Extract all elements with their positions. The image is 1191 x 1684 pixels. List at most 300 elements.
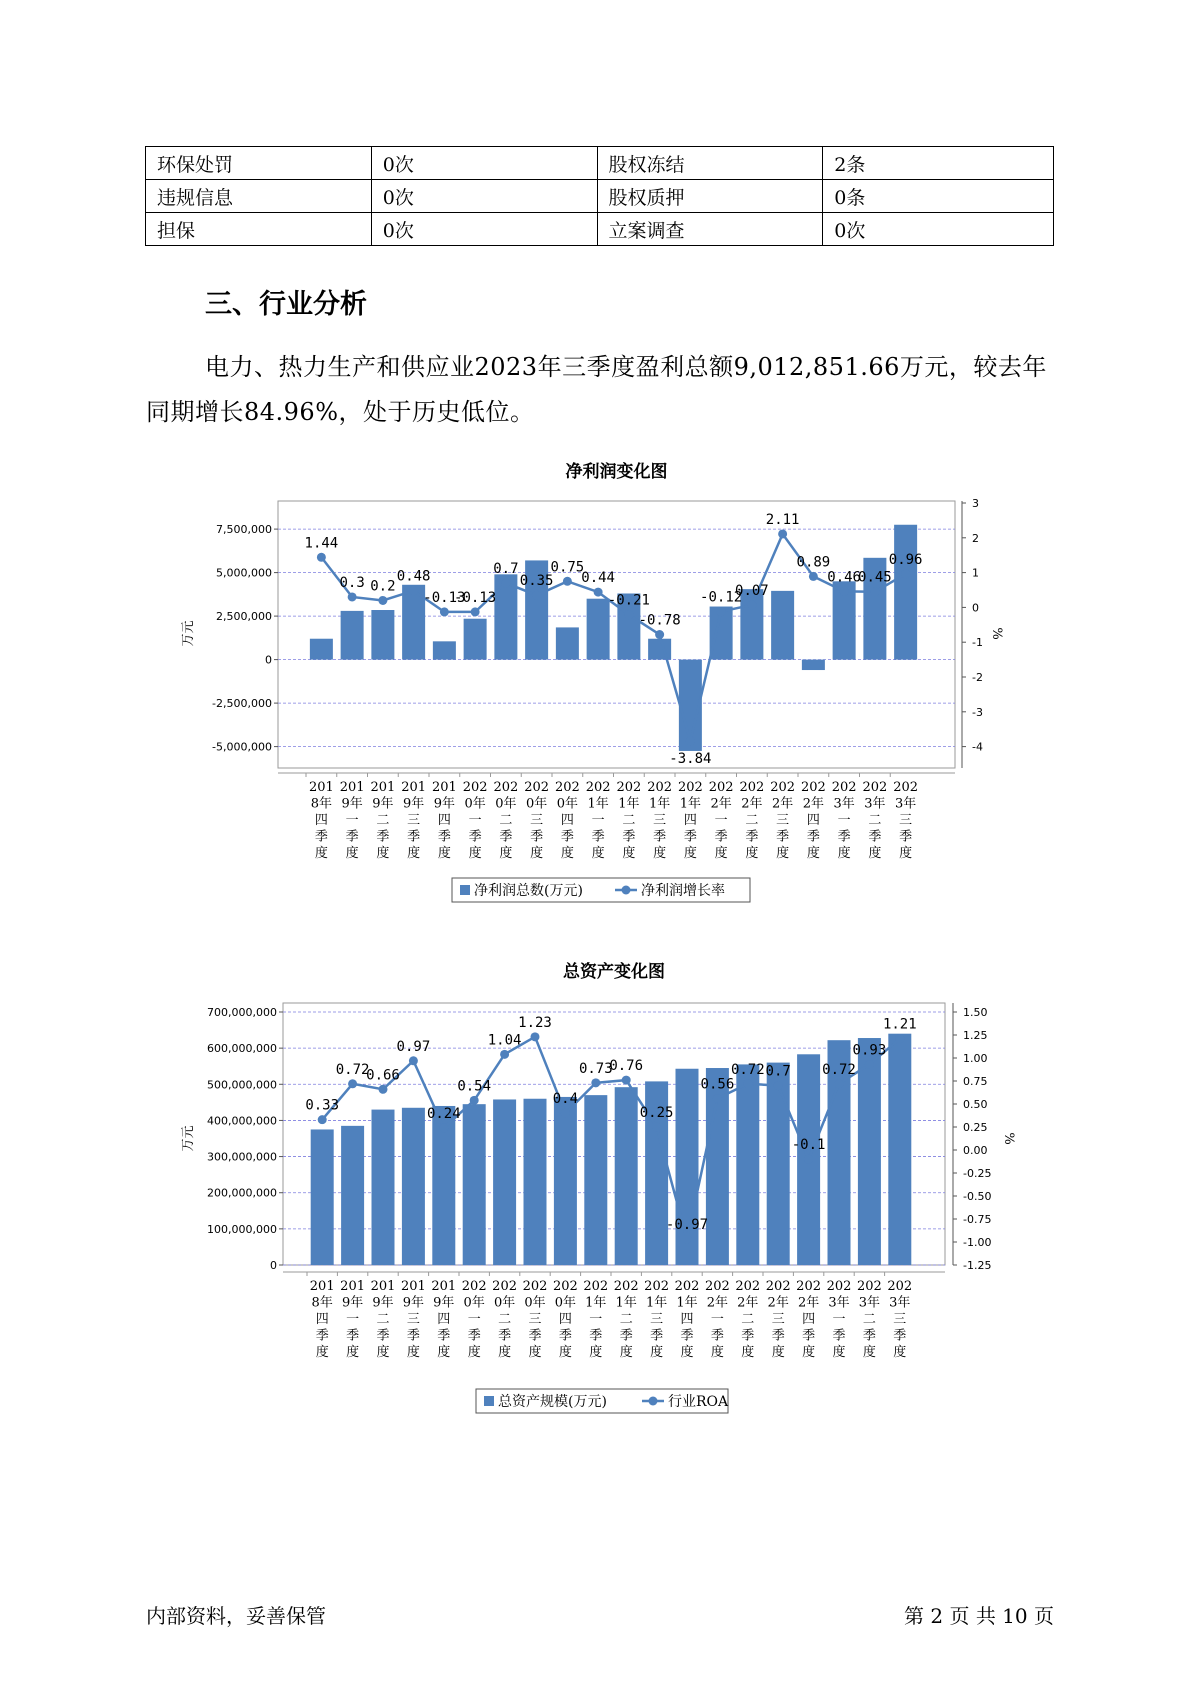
x-tick-label: 一 [346, 1312, 360, 1327]
x-tick-label: 三 [771, 1312, 785, 1327]
x-tick-label: 202 [462, 780, 488, 795]
y-tick-label: 2,500,000 [216, 610, 272, 624]
x-tick-label: 201 [340, 1279, 366, 1294]
x-tick-label: 202 [800, 780, 826, 795]
x-tick-label: 202 [493, 780, 519, 795]
x-tick-label: 1年 [645, 1295, 668, 1311]
risk-table-row [146, 147, 1054, 180]
x-tick-label: 度 [560, 846, 574, 861]
series-point [379, 1085, 388, 1094]
x-tick-label: 9年 [341, 796, 363, 812]
x-tick-label: 三 [650, 1312, 664, 1327]
x-tick-label: 季 [376, 1328, 390, 1344]
x-tick-label: 度 [619, 1345, 633, 1360]
x-tick-label: 季 [771, 1328, 785, 1344]
x-tick-label: 度 [314, 846, 328, 861]
x-tick-label: 201 [370, 780, 396, 795]
x-tick-label: 度 [837, 846, 851, 861]
data-label: -0.1 [791, 1137, 826, 1154]
series-point [409, 1056, 418, 1065]
x-tick-label: 三 [653, 813, 667, 828]
x-tick-label: 四 [437, 1312, 451, 1327]
x-tick-label: 202 [524, 780, 550, 795]
series-point [624, 610, 633, 619]
y2-tick-label: -0.75 [963, 1213, 992, 1226]
x-tick-label: 季 [837, 829, 851, 845]
risk-table-value: 0次 [371, 147, 597, 180]
x-tick-label: 202 [461, 1279, 487, 1294]
x-tick-label: 202 [708, 780, 734, 795]
x-tick-label: 度 [499, 846, 513, 861]
legend-label: 行业ROA [668, 1394, 729, 1410]
bar [463, 1104, 486, 1265]
y2-tick-label: -3 [972, 705, 983, 719]
y-tick-label: 200,000,000 [207, 1186, 277, 1200]
x-tick-label: 202 [552, 1279, 578, 1294]
y2-tick-label: 0.75 [963, 1075, 988, 1088]
x-tick-label: 202 [887, 1279, 913, 1294]
legend-line-marker [622, 886, 631, 895]
data-label: 1.21 [882, 1016, 917, 1033]
x-tick-label: 度 [714, 846, 728, 861]
x-tick-label: 季 [776, 829, 790, 845]
x-tick-label: 度 [622, 846, 636, 861]
x-tick-label: 202 [826, 1279, 852, 1294]
x-tick-label: 一 [589, 1312, 603, 1327]
x-tick-label: 度 [345, 846, 359, 861]
y2-tick-label: -0.25 [963, 1167, 992, 1180]
x-tick-label: 季 [498, 1328, 512, 1344]
x-tick-label: 202 [704, 1279, 730, 1294]
x-tick-label: 季 [619, 1328, 633, 1344]
x-tick-label: 四 [558, 1312, 572, 1327]
x-tick-label: 度 [468, 846, 482, 861]
x-tick-label: 201 [401, 780, 427, 795]
x-tick-label: 四 [806, 813, 820, 828]
data-label: 0.66 [366, 1067, 400, 1084]
x-tick-label: 季 [802, 1328, 816, 1344]
x-tick-label: 2年 [802, 796, 825, 812]
x-tick-label: 季 [346, 1328, 360, 1344]
x-tick-label: 202 [644, 1279, 670, 1294]
series-point [440, 607, 449, 616]
bar [767, 1063, 790, 1265]
y-axis-label: 万元 [181, 620, 196, 647]
x-tick-label: 2年 [710, 796, 732, 812]
x-tick-label: 3年 [864, 796, 886, 812]
series-point [348, 592, 357, 601]
x-tick-label: 1年 [618, 796, 640, 812]
y2-tick-label: -1 [972, 636, 983, 650]
series-point [804, 1155, 813, 1164]
x-tick-label: 0年 [493, 1295, 516, 1311]
series-point [378, 596, 387, 605]
data-label: 0.97 [396, 1038, 431, 1055]
y2-tick-label: 1 [972, 566, 979, 580]
x-tick-label: 三 [776, 813, 790, 828]
x-tick-label: 201 [431, 1279, 457, 1294]
x-tick-label: 度 [710, 1345, 724, 1360]
chart-legend [476, 1389, 729, 1413]
x-tick-label: 度 [498, 1345, 512, 1360]
legend-label: 总资产规模(万元) [498, 1394, 607, 1410]
x-tick-label: 202 [585, 780, 611, 795]
bar [402, 1108, 425, 1265]
series-point [901, 569, 910, 578]
data-label: 0.2 [370, 578, 396, 595]
x-tick-label: 0年 [554, 1295, 577, 1311]
x-tick-label: 一 [468, 813, 482, 828]
data-label: 0.4 [552, 1091, 579, 1108]
x-tick-label: 201 [370, 1279, 396, 1294]
series-point [686, 737, 695, 746]
x-tick-label: 9年 [402, 796, 425, 812]
x-tick-label: 度 [893, 1345, 907, 1360]
series-point [348, 1079, 357, 1088]
x-tick-label: 季 [499, 829, 513, 845]
data-label: 0.7 [493, 561, 519, 578]
x-tick-label: 1年 [648, 796, 671, 812]
x-tick-label: 度 [802, 1345, 816, 1360]
series-point [835, 1079, 844, 1088]
x-tick-label: 季 [437, 829, 451, 845]
x-tick-label: 季 [530, 829, 544, 845]
risk-table-label: 股权质押 [597, 180, 823, 213]
x-tick-label: 2年 [797, 1295, 820, 1311]
x-tick-label: 度 [653, 846, 667, 861]
x-tick-label: 四 [680, 1312, 694, 1327]
x-tick-label: 202 [796, 1279, 822, 1294]
x-tick-label: 0年 [525, 796, 548, 812]
x-tick-label: 季 [862, 1328, 876, 1344]
y2-tick-label: -0.50 [963, 1190, 992, 1203]
x-tick-label: 二 [868, 813, 882, 828]
x-tick-label: 四 [437, 813, 451, 828]
x-tick-label: 201 [309, 1279, 335, 1294]
y2-tick-label: -4 [972, 740, 983, 754]
x-tick-label: 一 [837, 813, 851, 828]
x-tick-label: 201 [308, 780, 334, 795]
x-tick-label: 度 [650, 1345, 664, 1360]
y-tick-label: -2,500,000 [212, 697, 272, 711]
x-tick-label: 度 [832, 1345, 846, 1360]
x-tick-label: 3年 [858, 1295, 881, 1311]
x-tick-label: 季 [683, 829, 697, 845]
x-tick-label: 度 [776, 846, 790, 861]
x-tick-label: 三 [406, 1312, 420, 1327]
x-tick-label: 9年 [433, 1295, 455, 1311]
y2-tick-label: 3 [972, 497, 979, 510]
bar [493, 1099, 516, 1265]
y2-tick-label: 0.50 [963, 1098, 988, 1111]
data-label: 0.3 [339, 574, 365, 591]
bar [858, 1038, 881, 1265]
x-tick-label: 季 [591, 829, 605, 845]
bar [311, 1129, 334, 1265]
risk-table-value: 2条 [823, 147, 1054, 180]
legend-line-marker [649, 1397, 658, 1406]
series-point [500, 1050, 509, 1059]
series-point [532, 591, 541, 600]
data-label: 0.07 [735, 582, 769, 599]
data-label: 1.04 [487, 1032, 522, 1049]
series-point [594, 588, 603, 597]
chart-title: 净利润变化图 [565, 462, 668, 482]
x-tick-label: 季 [806, 829, 820, 845]
x-tick-label: 2年 [767, 1295, 789, 1311]
series-point [743, 1079, 752, 1088]
x-tick-label: 202 [647, 780, 673, 795]
y-axis-label: 万元 [181, 1125, 196, 1152]
footer-page-number: 第 2 页 共 10 页 [904, 1604, 1054, 1628]
x-tick-label: 0年 [556, 796, 579, 812]
x-tick-label: 度 [437, 846, 451, 861]
x-tick-label: 202 [862, 780, 888, 795]
bar [771, 591, 794, 660]
x-tick-label: 度 [741, 1345, 755, 1360]
x-tick-label: 三 [407, 813, 421, 828]
series-point [531, 1032, 540, 1041]
series-point [652, 1123, 661, 1132]
x-tick-label: 二 [619, 1312, 633, 1327]
data-label: 0.46 [827, 569, 861, 586]
bar [433, 641, 456, 659]
x-tick-label: 季 [653, 829, 667, 845]
x-tick-label: 二 [499, 813, 513, 828]
series-point [747, 600, 756, 609]
x-tick-label: 三 [530, 813, 544, 828]
risk-info-table [145, 146, 1054, 246]
data-label: 0.48 [396, 568, 431, 585]
bar [372, 1110, 395, 1265]
x-tick-label: 202 [613, 1279, 639, 1294]
x-tick-label: 2年 [771, 796, 794, 812]
x-tick-label: 202 [492, 1279, 518, 1294]
footer-confidential-note: 内部资料，妥善保管 [146, 1604, 326, 1628]
x-tick-label: 度 [771, 1345, 785, 1360]
x-tick-label: 度 [899, 846, 913, 861]
data-label: -0.21 [607, 592, 650, 609]
x-tick-label: 一 [345, 813, 359, 828]
data-label: -3.84 [669, 751, 712, 768]
data-label: 0.72 [335, 1061, 370, 1078]
data-label: 0.24 [426, 1105, 461, 1122]
x-tick-label: 度 [346, 1345, 360, 1360]
y-tick-label: 7,500,000 [216, 523, 272, 537]
x-tick-label: 度 [528, 1345, 542, 1360]
y2-tick-label: 1.00 [963, 1052, 988, 1065]
y2-tick-label: -1.00 [963, 1236, 992, 1249]
x-tick-label: 3年 [828, 1295, 850, 1311]
x-tick-label: 四 [802, 1312, 816, 1327]
x-tick-label: 度 [806, 846, 820, 861]
y-tick-label: 0 [270, 1259, 277, 1272]
bar [736, 1064, 759, 1265]
x-tick-label: 3年 [889, 1295, 911, 1311]
x-tick-label: 季 [832, 1328, 846, 1344]
y-tick-label: 300,000,000 [207, 1150, 277, 1164]
x-tick-label: 202 [554, 780, 580, 795]
x-tick-label: 一 [467, 1312, 481, 1327]
x-tick-label: 8年 [311, 1295, 333, 1311]
x-tick-label: 季 [622, 829, 636, 845]
x-tick-label: 度 [376, 1345, 390, 1360]
x-tick-label: 度 [467, 1345, 481, 1360]
risk-table-label: 环保处罚 [146, 147, 372, 180]
bar [587, 599, 610, 660]
x-tick-label: 202 [522, 1279, 548, 1294]
bar [371, 610, 394, 660]
data-label: 0.93 [852, 1042, 887, 1059]
y2-tick-label: -1.25 [963, 1259, 992, 1272]
x-tick-label: 季 [315, 1328, 329, 1344]
y-tick-label: 100,000,000 [207, 1222, 277, 1236]
data-label: 1.23 [518, 1014, 552, 1031]
x-tick-label: 202 [735, 1279, 761, 1294]
data-label: 0.56 [700, 1076, 735, 1093]
x-tick-label: 1年 [676, 1295, 698, 1311]
chart-title: 总资产变化图 [563, 962, 665, 982]
data-label: 0.76 [609, 1058, 644, 1075]
section-title: 三、行业分析 [205, 289, 367, 320]
x-tick-label: 度 [683, 846, 697, 861]
y-tick-label: 600,000,000 [207, 1042, 277, 1056]
x-tick-label: 四 [314, 813, 328, 828]
x-tick-label: 202 [674, 1279, 700, 1294]
bar [584, 1095, 607, 1265]
y2-tick-label: 2 [972, 531, 979, 545]
y2-tick-label: 1.50 [963, 1006, 988, 1019]
x-tick-label: 季 [710, 1328, 724, 1344]
x-tick-label: 二 [498, 1312, 512, 1327]
x-tick-label: 1年 [585, 1295, 607, 1311]
x-tick-label: 度 [745, 846, 759, 861]
x-tick-label: 度 [530, 846, 544, 861]
x-tick-label: 9年 [372, 796, 394, 812]
chart-legend [452, 878, 750, 902]
data-label: 0.96 [888, 551, 923, 568]
x-tick-label: 202 [677, 780, 703, 795]
x-tick-label: 0年 [495, 796, 517, 812]
series-point [865, 1060, 874, 1069]
data-label: 0.72 [822, 1061, 856, 1078]
y2-axis-label: % [989, 627, 1004, 640]
series-point [683, 1235, 692, 1244]
series-point [591, 1078, 600, 1087]
x-tick-label: 度 [437, 1345, 451, 1360]
x-tick-label: 季 [468, 829, 482, 845]
series-point [622, 1076, 631, 1085]
series-point [409, 586, 418, 595]
bar [464, 619, 487, 660]
series-point [895, 1034, 904, 1043]
x-tick-label: 0年 [463, 1295, 485, 1311]
x-tick-label: 一 [591, 813, 605, 828]
x-tick-label: 度 [315, 1345, 329, 1360]
series-point [713, 1094, 722, 1103]
x-tick-label: 202 [739, 780, 765, 795]
series-point [774, 1081, 783, 1090]
series-point [809, 572, 818, 581]
x-tick-label: 季 [714, 829, 728, 845]
x-tick-label: 二 [745, 813, 759, 828]
data-label: 0.73 [578, 1060, 613, 1077]
x-tick-label: 3年 [894, 796, 917, 812]
x-tick-label: 201 [431, 780, 457, 795]
x-tick-label: 季 [314, 829, 328, 845]
x-tick-label: 一 [710, 1312, 724, 1327]
series-point [563, 577, 572, 586]
legend-label: 净利润增长率 [641, 883, 725, 899]
series-point [870, 587, 879, 596]
y-tick-label: 0 [265, 653, 272, 667]
x-tick-label: 季 [680, 1328, 694, 1344]
series-point [470, 1096, 479, 1105]
risk-table-label: 立案调查 [597, 213, 823, 246]
data-label: -0.13 [454, 589, 497, 606]
bar [648, 639, 671, 660]
data-label: 1.44 [304, 535, 339, 552]
x-tick-label: 1年 [679, 796, 702, 812]
y-tick-label: 500,000,000 [207, 1078, 277, 1092]
x-tick-label: 季 [741, 1328, 755, 1344]
data-label: 0.75 [550, 559, 585, 576]
x-tick-label: 一 [714, 813, 728, 828]
x-tick-label: 9年 [402, 1295, 425, 1311]
series-point [561, 1109, 570, 1118]
x-tick-label: 度 [680, 1345, 694, 1360]
x-tick-label: 8年 [310, 796, 333, 812]
bar [554, 1097, 577, 1265]
x-tick-label: 9年 [372, 1295, 394, 1311]
data-label: 0.54 [457, 1078, 492, 1095]
series-point [439, 1123, 448, 1132]
y2-axis-label: % [1001, 1132, 1016, 1145]
risk-table-value: 0条 [823, 180, 1054, 213]
x-tick-label: 202 [765, 1279, 791, 1294]
x-tick-label: 度 [862, 1345, 876, 1360]
total-assets-chart [0, 955, 1191, 1415]
x-tick-label: 季 [345, 829, 359, 845]
risk-table-label: 股权冻结 [597, 147, 823, 180]
series-point [318, 1115, 327, 1124]
data-label: 0.89 [796, 554, 831, 571]
series-point [501, 579, 510, 588]
x-tick-label: 二 [741, 1312, 755, 1327]
y-tick-label: 5,000,000 [216, 566, 272, 580]
x-tick-label: 二 [376, 813, 390, 828]
x-tick-label: 季 [745, 829, 759, 845]
x-tick-label: 一 [832, 1312, 846, 1327]
x-tick-label: 2年 [741, 796, 763, 812]
series-point [655, 630, 664, 639]
x-tick-label: 202 [831, 780, 857, 795]
x-tick-label: 三 [528, 1312, 542, 1327]
risk-table-row [146, 180, 1054, 213]
data-label: 0.45 [858, 569, 892, 586]
x-tick-label: 季 [406, 1328, 420, 1344]
y-tick-label: 400,000,000 [207, 1114, 277, 1128]
bar [310, 639, 333, 660]
x-tick-label: 度 [376, 846, 390, 861]
series-point [840, 587, 849, 596]
x-tick-label: 2年 [737, 1295, 759, 1311]
x-tick-label: 201 [400, 1279, 426, 1294]
data-label: 0.25 [639, 1105, 674, 1121]
net-profit-chart [0, 455, 1191, 915]
x-tick-label: 度 [868, 846, 882, 861]
x-tick-label: 202 [583, 1279, 609, 1294]
